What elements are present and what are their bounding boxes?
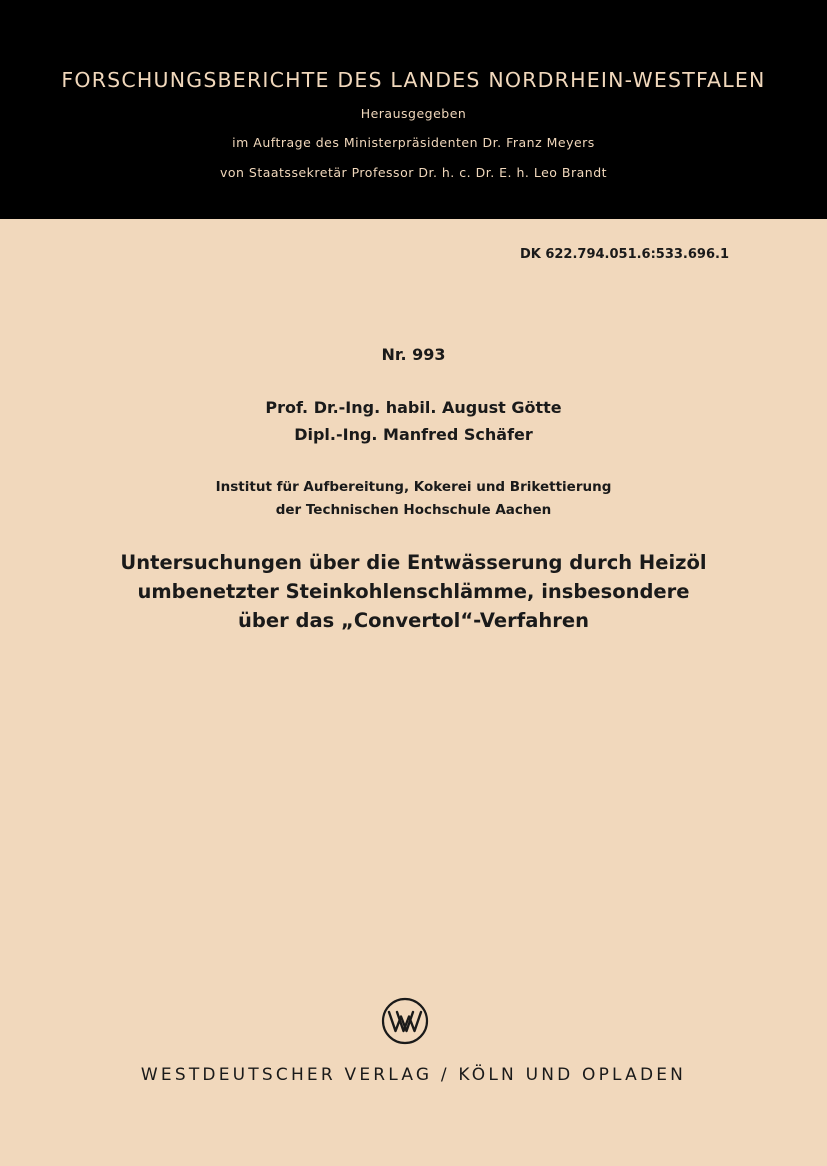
report-number: Nr. 993: [381, 345, 446, 364]
classification-code: DK 622.794.051.6:533.696.1: [519, 247, 729, 262]
author-1: Prof. Dr.-Ing. habil. August Götte: [265, 398, 562, 417]
author-2: Dipl.-Ing. Manfred Schäfer: [294, 425, 533, 444]
report-title-line-1: Untersuchungen über die Entwässerung durch Heizöl: [120, 551, 707, 574]
westdeutscher-verlag-logo-icon: [381, 997, 429, 1045]
publisher-imprint: WESTDEUTSCHER VERLAG / KÖLN UND OPLADEN: [140, 1065, 687, 1085]
editor-label: Herausgegeben: [360, 106, 467, 121]
series-title: FORSCHUNGSBERICHTE DES LANDES NORDRHEIN-WESTFALEN: [61, 68, 766, 92]
commission-line: im Auftrage des Ministerpräsidenten Dr. Franz Meyers: [232, 135, 595, 150]
cover-header-band: [0, 0, 827, 219]
institute-line-1: Institut für Aufbereitung, Kokerei und Brikettierung: [215, 479, 612, 495]
report-title-line-2: umbenetzter Steinkohlenschlämme, insbesondere: [137, 580, 690, 603]
editor-name-line: von Staatssekretär Professor Dr. h. c. Dr. E. h. Leo Brandt: [219, 165, 608, 180]
institute-line-2: der Technischen Hochschule Aachen: [275, 502, 552, 518]
report-title-line-3: über das „Convertol“-Verfahren: [238, 609, 589, 632]
